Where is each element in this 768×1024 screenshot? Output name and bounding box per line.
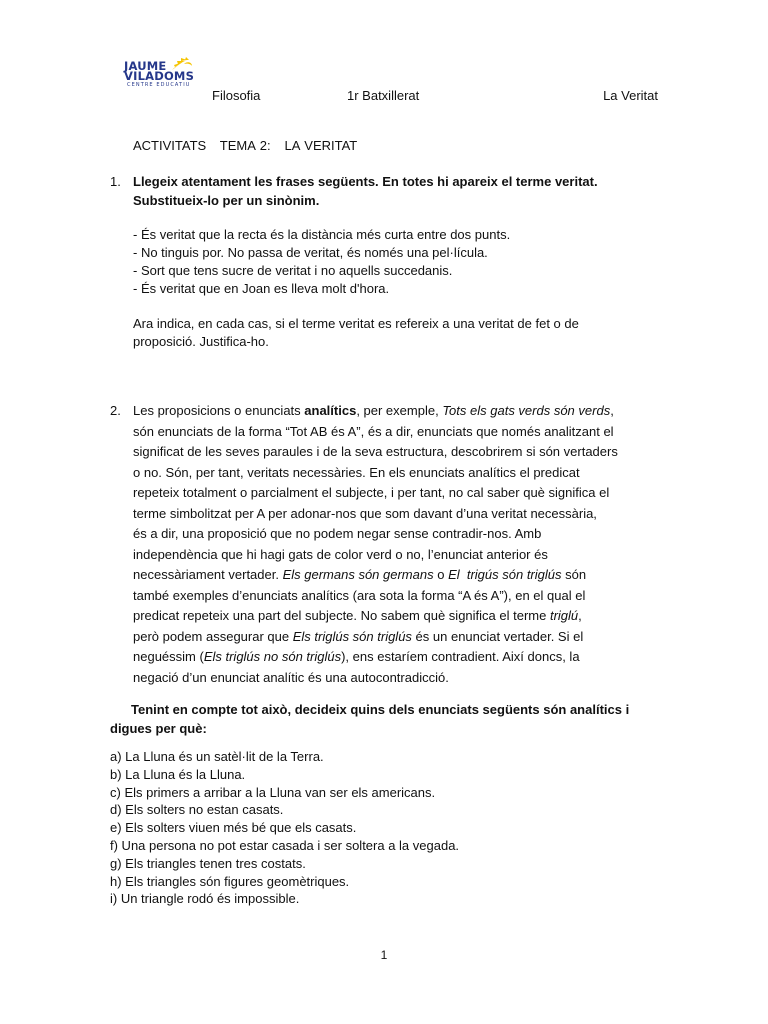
paragraph-line: també exemples d’enunciats analítics (ara sota la forma “A és A”), en el qual el: [133, 587, 586, 603]
analysis-instruction-line: digues per què:: [110, 721, 207, 736]
logo-text-jaume: JAUME: [124, 59, 167, 73]
question-1-instruction: [133, 172, 668, 210]
paragraph-line: és a dir, una proposició que no podem negar sense contradir-nos. Amb: [133, 526, 542, 541]
paragraph-line: o no. Són, per tant, veritats necessàries. En els enunciats analítics el predicat: [133, 464, 580, 480]
followup-line: proposició. Justifica-ho.: [133, 334, 269, 349]
question-1-instruction-line: Substitueix-lo per un sinònim.: [133, 193, 320, 208]
paragraph-line: terme simbolitzat per A per adonar-nos que som davant d’una veritat necessària,: [133, 505, 597, 521]
option-item: a) La Lluna és un satèl·lit de la Terra.: [110, 749, 324, 764]
header-subject: Filosofia: [212, 88, 261, 103]
paragraph-line: neguéssim (Els triglús no són triglús), ens estaríem contradient. Així doncs, la: [133, 649, 580, 664]
sentence-item: - És veritat que la recta és la distància més curta entre dos punts.: [133, 227, 511, 242]
option-item: h) Els triangles són figures geomètriques.: [110, 873, 350, 889]
followup-line: Ara indica, en cada cas, si el terme veritat es refereix a una veritat de fet o de: [133, 316, 579, 331]
statement-options: [110, 748, 670, 908]
paragraph-line: són enunciats de la forma “Tot AB és A”, és a dir, enunciats que només analitzant el: [133, 423, 614, 439]
question-1-instruction-line: Llegeix atentament les frases següents. En totes hi apareix el terme veritat.: [133, 174, 598, 189]
option-item: e) Els solters viuen més bé que els casats.: [110, 820, 357, 836]
logo-text-viladoms: VILADOMS: [124, 69, 195, 83]
paragraph-line: repeteix totalment o parcialment el subjecte, i per tant, no cal saber què significa el: [133, 485, 610, 500]
paragraph-line: independència que hi hagi gats de color verd o no, l’enunciat anterior és: [133, 546, 548, 562]
paragraph-line: negació d’un enunciat analític és una autocontradicció.: [133, 669, 449, 685]
paragraph-line: necessàriament vertader. Els germans són germans o El trigús són triglús són: [133, 567, 587, 582]
option-item: f) Una persona no pot estar casada i ser soltera a la vegada.: [110, 837, 460, 853]
school-logo: [124, 56, 204, 90]
question-2-number: 2.: [110, 403, 121, 418]
option-item: b) La Lluna és la Lluna.: [110, 766, 246, 782]
sentence-item: - No tinguis por. No passa de veritat, és només una pel·lícula.: [133, 245, 488, 260]
option-item: i) Un triangle rodó és impossible.: [110, 891, 300, 907]
question-2-paragraph: [133, 401, 661, 688]
option-item: c) Els primers a arribar a la Lluna van ser els americans.: [110, 784, 436, 800]
analysis-instruction-line: Tenint en compte tot això, decideix quins dels enunciats següents són analítics i: [131, 702, 630, 717]
paragraph-line: Les proposicions o enunciats analítics, per exemple, Tots els gats verds són verds,: [133, 403, 614, 418]
header-course: 1r Batxillerat: [347, 88, 420, 103]
paragraph-line: predicat repeteix una part del subjecte. No sabem què significa el terme triglú,: [133, 608, 582, 623]
question-1-followup: [133, 315, 673, 351]
analysis-instruction: [110, 700, 655, 738]
sentence-item: - És veritat que en Joan es lleva molt d'hora.: [133, 281, 390, 296]
page-number: 1: [380, 948, 388, 962]
paragraph-line: significat de les seves paraules i de la seva estructura, descobrirem si són vertaders: [133, 444, 618, 459]
document-header: [0, 88, 768, 106]
question-1-number: 1.: [110, 174, 121, 189]
question-1-sentences: [133, 226, 673, 298]
option-item: g) Els triangles tenen tres costats.: [110, 855, 306, 871]
sentence-item: - Sort que tens sucre de veritat i no aquells succedanis.: [133, 263, 453, 278]
logo-subtitle: CENTRE EDUCATIU: [127, 82, 191, 88]
header-topic: La Veritat: [603, 88, 658, 103]
option-item: d) Els solters no estan casats.: [110, 802, 284, 818]
activities-title: ACTIVITATS TEMA 2: LA VERITAT: [133, 138, 358, 153]
paragraph-line: però podem assegurar que Els triglús són triglús és un enunciat vertader. Si el: [133, 628, 584, 644]
